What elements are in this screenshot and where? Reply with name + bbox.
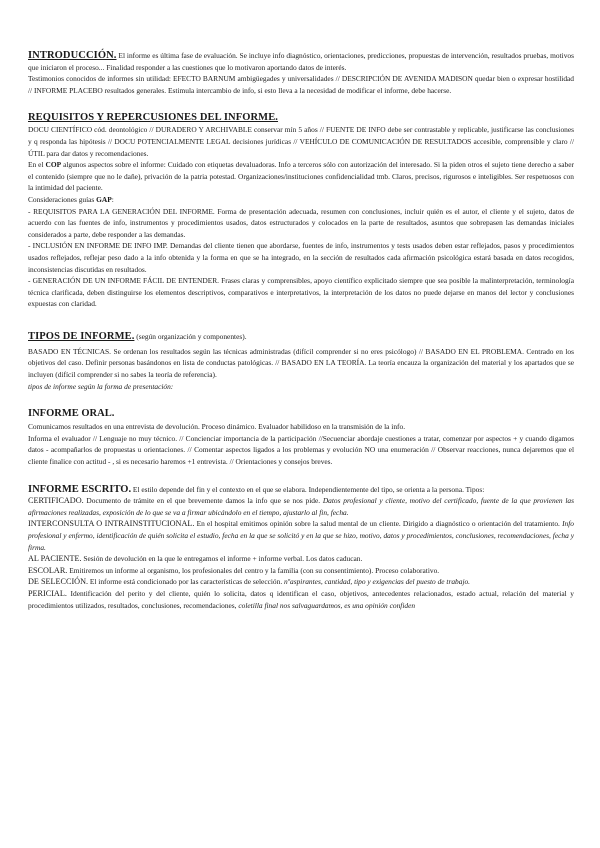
requisitos-p6: - GENERACIÓN DE UN INFORME FÁCIL DE ENTENDER. Frases claras y comprensibles, apoyo científico explicitado siempre que sea posible la malinterpretación, terminología técnica clarificada, deben distinguirse los elementos descriptivos, comparativos e interpretativos, la interpretación de los datos no puede dejarse en manos del lector y conclusiones expuestas con claridad.	[28, 276, 574, 309]
pericial-text: Identificación del perito y del cliente, quién lo solicita, datos q identifican el caso, objetivos, antecedentes relacionados, estado actual, relación del material y procedimientos utilizados, resultados, conclusiones, recomendaciones,	[28, 588, 574, 610]
requisitos-p3-c: :	[111, 194, 114, 204]
requisitos-p5: - INCLUSIÓN EN INFORME DE INFO IMP. Demandas del cliente tienen que abordarse, fuentes de info, instrumentos y tests usados deben estar reflejados, pasos y procedimientos usados reflejados, reflejar peso dado a la info obtenida y la forma en que se ha integrado, en la sección de resultados cada afirmación psicológica estará basada en datos recogidos, inconsistencias discutidas en resultados.	[28, 241, 574, 274]
section-tipos	[28, 326, 574, 392]
tipos-subheading: (según organización y componentes).	[134, 331, 247, 341]
interconsulta-text: En el hospital emitimos opinión sobre la salud mental de un cliente. Dirigido a diagnóstico o orientación del tratamiento.	[194, 519, 563, 529]
escrito-lead	[28, 484, 574, 496]
intro-heading: INTRODUCCIÓN.	[28, 50, 117, 61]
intro-text-1: El informe es última fase de evaluación. Se incluye info diagnóstico, orientaciones, predicciones, propuestas de intervención, resultados pruebas, motivos que iniciaron el proceso... Finalidad responder a las cuestiones que lo motivaron aportando datos de interés.	[28, 51, 574, 72]
cop-label: COP	[45, 160, 62, 170]
pericial-label: PERICIAL.	[28, 588, 67, 598]
section-requisitos	[28, 112, 574, 310]
section-introduccion	[28, 50, 574, 96]
escolar-label: ESCOLAR.	[28, 565, 68, 575]
intro-paragraph	[28, 50, 574, 73]
paciente-label: AL PACIENTE.	[28, 554, 82, 564]
requisitos-p2-c: algunos aspectos sobre el informe: Cuidado con etiquetas devaluadoras. Info a terceros sólo con autorización del interesado. Si la piden otros el sujeto tiene derecho a saber el contenido (siempre que no le dañe), privación de la patria potestad. Organizaciones/instituciones confidencialidad tmb. Claros, precisos, rigurosos e inteligibles. Ser respetuosos con la intimidad del paciente.	[28, 160, 574, 193]
tipos-p2: tipos de informe según la forma de presentación:	[28, 381, 174, 391]
pericial-italic: coletilla final nos salvaguardamos, es una opinión confiden	[238, 600, 416, 610]
section-oral	[28, 408, 574, 467]
escrito-paciente	[28, 553, 574, 565]
escrito-lead-text: El estilo depende del fin y el contexto en el que se elabora. Independientemente del tipo, se orienta a la persona. Tipos:	[131, 484, 485, 494]
requisitos-p4: - REQUISITOS PARA LA GENERACIÓN DEL INFORME. Forma de presentación adecuada, resumen con conclusiones, incluir quién es el autor, el cliente y el sujeto, datos de acuerdo con las fuentes de info, instrumentos y procedimientos usados, datos estructurados y colocados en la parte de resultados, asuntos que sobrepasen las demandas iniciales considerados a parte, debe responder a las demandas.	[28, 206, 574, 239]
oral-heading: INFORME ORAL.	[28, 408, 115, 420]
seleccion-italic: nºaspirantes, cantidad, tipo y exigencias del puesto de trabajo.	[284, 577, 471, 587]
requisitos-heading: REQUISITOS Y REPERCUSIONES DEL INFORME.	[28, 112, 279, 124]
interconsulta-italic: Info profesional y enfermo, identificación de quién solicita el estudio, fecha en la que se solicitó y en la que se hizo, motivo, datos y procedimientos, conclusiones, recomendaciones, fecha y firma.	[28, 519, 574, 552]
requisitos-p1: DOCU CIENTÍFICO cód. deontológico // DURADERO Y ARCHIVABLE conservar mín 5 años // FUENTE DE INFO debe ser contrastable y replicable, justificarse las conclusiones y q responda las hipótesis // DOCU POTENCIALMENTE LEGAL decisiones jurídicas // VEHÍCULO DE COMUNICACIÓN DE RESULTADOS accesible, comprensible y claro // ÚTIL para dar datos y recomendaciones.	[28, 125, 574, 158]
section-escrito	[28, 484, 574, 612]
escrito-seleccion	[28, 576, 574, 588]
intro-paragraph-2: Testimonios conocidos de informes sin utilidad: EFECTO BARNUM ambigüegades y universalidades // DESCRIPCIÓN DE AVENIDA MADISON quedar bien o expresar hostilidad // INFORME PLACEBO resultados generales. Estimula intercambio de info, si esto lleva a la necesidad de modificar el informe, debe hacerse.	[28, 74, 574, 95]
escrito-interconsulta	[28, 518, 574, 553]
requisitos-p2	[28, 159, 574, 194]
escrito-certificado	[28, 495, 574, 518]
certificado-italic: Datos profesional y cliente, motivo del certificado, fuente de la que provienen las afirmaciones realizadas, exposición de lo que se va a firmar ubicándolo en el tiempo, ajustarlo al fin, fecha.	[28, 496, 574, 517]
seleccion-text: El informe está condicionado por las características de selección.	[88, 577, 285, 587]
oral-p2: Informa el evaluador // Lenguaje no muy técnico. // Concienciar importancia de la participación //Secuenciar abordaje cuestiones a tratar, comenzar por aspectos + y cuando digamos datos - acompañarlos de propuestas u orientaciones. // Comentar aspectos ligados a los problemas y evolución NO una enumeración // Observar reacciones, nunca dejaremos que el cliente finalice con actitud - , si es necesario haremos +1 entrevista. // Orientaciones y consejos breves.	[28, 433, 574, 467]
interconsulta-label: INTERCONSULTA O INTRAINSTITUCIONAL.	[28, 519, 195, 529]
escrito-pericial	[28, 588, 574, 611]
certificado-label: CERTIFICADO.	[28, 496, 84, 506]
escrito-heading: INFORME ESCRITO.	[28, 483, 132, 495]
tipos-heading-row	[28, 326, 574, 344]
requisitos-p3-a: Consideraciones guías	[28, 194, 97, 204]
seleccion-label: DE SELECCIÓN.	[28, 577, 89, 587]
tipos-p1: BASADO EN TÉCNICAS. Se ordenan los resultados según las técnicas administradas (difícil comprender si no eres psicólogo) // BASADO EN EL PROBLEMA. Centrado en los objetivos del caso. Definir personas basándonos en lista de conductas patológicas. // BASADO EN LA TEORÍA. La teoría encauza la organización del material y los apartados que se incluyen (difícil comprender si no sabes la teoría de referencia).	[28, 346, 574, 380]
requisitos-p2-a: En el	[28, 160, 46, 170]
paciente-text: Sesión de devolución en la que le entregamos el informe + informe verbal. Los datos caducan.	[81, 554, 363, 564]
document-page	[28, 50, 574, 627]
escolar-text: Emitiremos un informe al organismo, los profesionales del centro y la familia (con su consentimiento). Proceso colaborativo.	[67, 565, 440, 575]
requisitos-p3	[28, 194, 574, 206]
certificado-text: Documento de trámite en el que brevemente damos la info que se nos pide.	[83, 496, 323, 506]
gap-label: GAP	[96, 194, 112, 204]
tipos-heading: TIPOS DE INFORME.	[28, 330, 135, 342]
escrito-escolar	[28, 565, 574, 577]
oral-p1: Comunicamos resultados en una entrevista de devolución. Proceso dinámico. Evaluador habilidoso en la transmisión de la info.	[28, 422, 406, 432]
